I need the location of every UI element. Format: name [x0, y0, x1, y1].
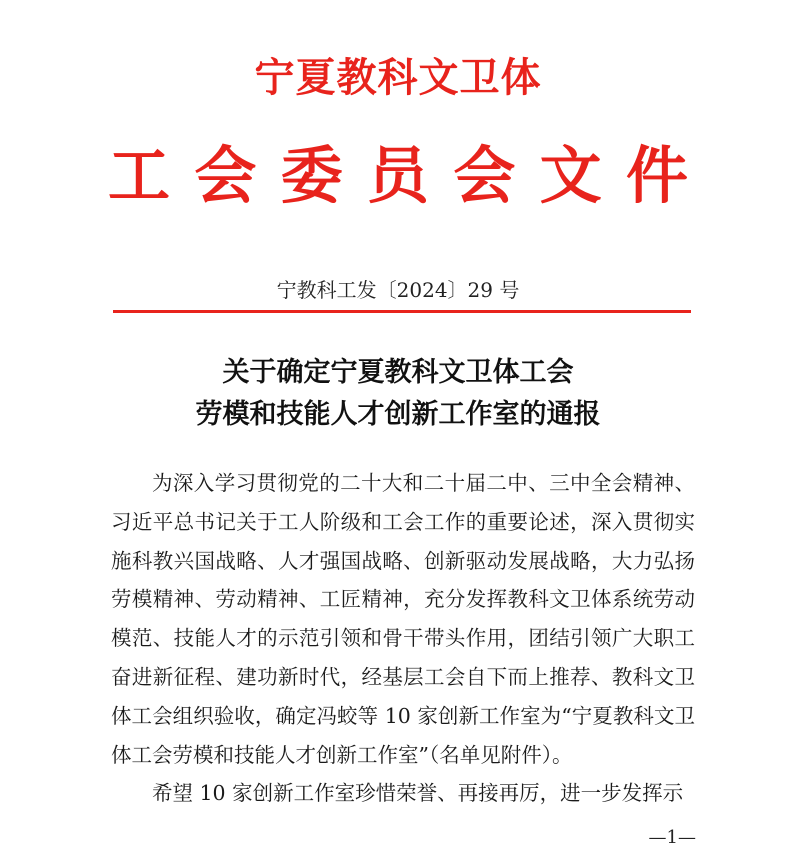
heading-char: 委 — [280, 139, 343, 212]
heading-char: 会 — [194, 139, 257, 212]
title-line-2: 劳模和技能人才创新工作室的通报 — [195, 399, 601, 430]
document-body — [111, 464, 695, 813]
body-paragraph: 希望 10 家创新工作室珍惜荣誉、再接再厉，进一步发挥示 — [152, 781, 684, 806]
page-number: —1— — [648, 827, 696, 848]
document-number: 宁教科工发〔2024〕29 号 — [276, 278, 520, 302]
document-title — [0, 352, 796, 436]
red-divider-line — [113, 310, 691, 313]
heading-char: 会 — [453, 139, 516, 212]
heading-char: 文 — [539, 139, 602, 212]
heading-char: 件 — [625, 139, 688, 212]
heading-char: 员 — [366, 139, 429, 212]
document-type-heading — [108, 138, 688, 214]
document-issuer: 宁夏教科文卫体 — [254, 54, 542, 101]
title-line-1: 关于确定宁夏教科文卫体工会 — [222, 357, 574, 388]
heading-char: 工 — [108, 139, 171, 212]
body-paragraph: 为深入学习贯彻党的二十大和二十届二中、三中全会精神、习近平总书记关于工人阶级和工会工作的重要论述，深入贯彻实施科教兴国战略、人才强国战略、创新驱动发展战略，大力弘扬劳模精神、劳动精神、工匠精神，充分发挥教科文卫体系统劳动模范、技能人才的示范引领和骨干带头作用，团结引领广大职工奋进新征程、建功新时代，经基层工会自下而上推荐、教科文卫体工会组织验收，确定冯蛟等 10 家创新工作室为“宁夏教科文卫体工会劳模和技能人才创新工作室”（名单见附件）。 — [111, 471, 695, 767]
